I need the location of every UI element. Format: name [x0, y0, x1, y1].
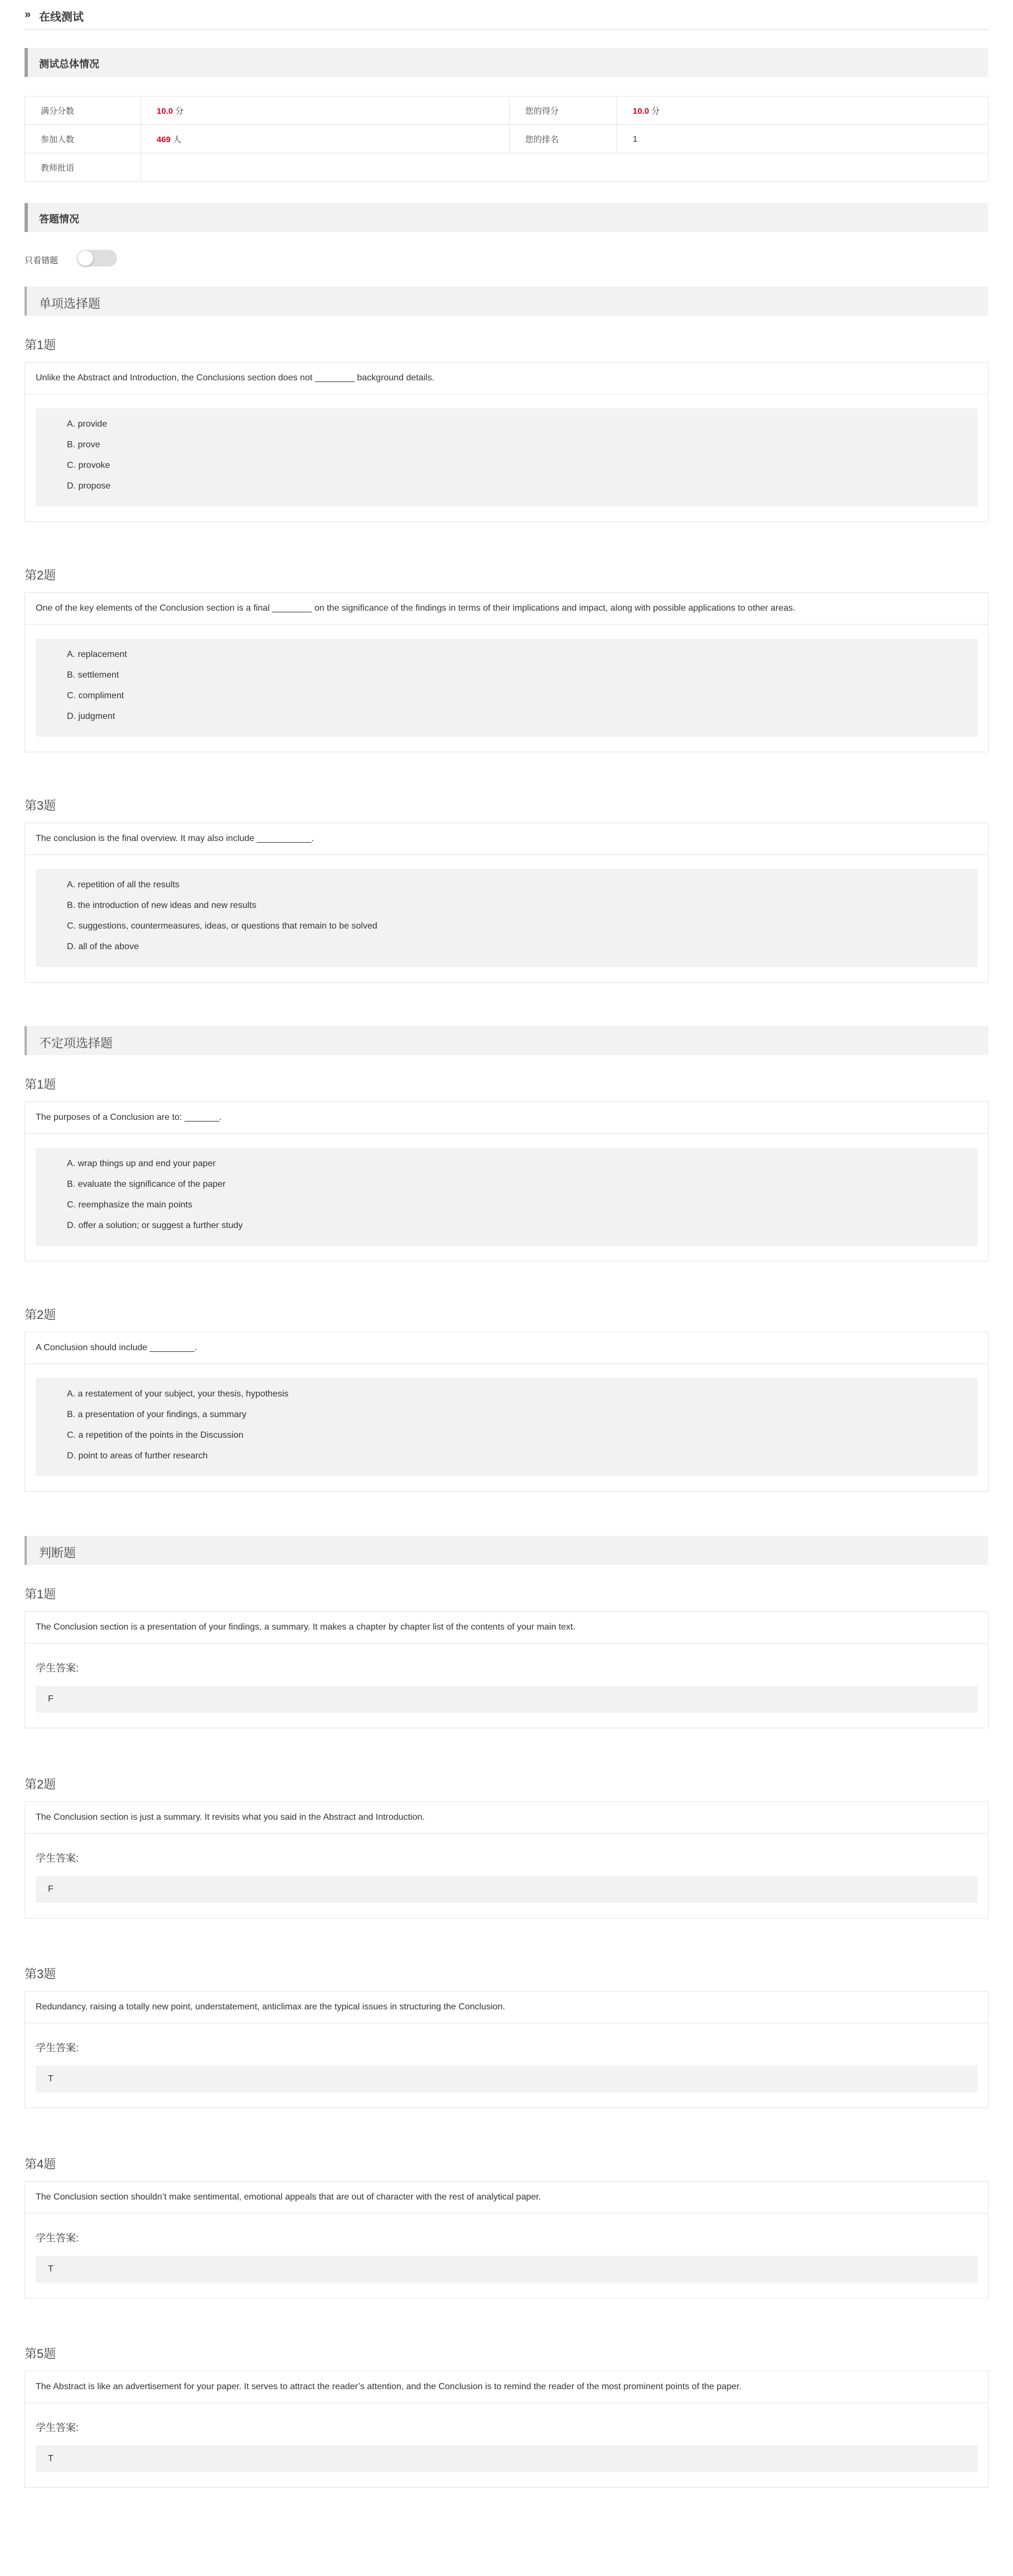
judge-q1 [25, 1586, 988, 1728]
options-list [36, 408, 977, 506]
student-answer-label: 学生答案: [36, 2042, 79, 2053]
question-card [25, 1991, 988, 2108]
judge-q5 [25, 2346, 988, 2488]
answers-section-header [25, 203, 988, 232]
summary-table [25, 96, 988, 182]
option-c: C. a repetition of the points in the Discussion [67, 1430, 244, 1440]
table-row [25, 96, 988, 125]
full-score-value: 10.0 分 [141, 96, 510, 125]
options-wrap [25, 1134, 988, 1261]
question-stem: The conclusion is the final overview. It may also include ___________. [25, 823, 988, 855]
option-a: A. a restatement of your subject, your thesis, hypothesis [67, 1389, 289, 1399]
options-wrap [25, 855, 988, 982]
question-number: 第4题 [25, 2157, 56, 2171]
option-a: A. repetition of all the results [67, 880, 180, 890]
question-card [25, 823, 988, 983]
question-stem: The Abstract is like an advertisement for your paper. It serves to attract the reader’s attention, and the Conclusion is to remind the reader of the most prominent points of the paper. [25, 2371, 988, 2403]
question-stem: The Conclusion section is just a summary. It revisits what you said in the Abstract and Introduction. [25, 1802, 988, 1834]
multiple-q1 [25, 1076, 988, 1262]
question-number: 第3题 [25, 799, 56, 813]
judge-title: 判断题 [39, 1546, 76, 1560]
multiple-q2 [25, 1307, 988, 1492]
question-card [25, 2371, 988, 2488]
table-row [25, 153, 988, 182]
answer-wrap [25, 1644, 988, 1728]
options-list [36, 1148, 977, 1246]
option-a: A. wrap things up and end your paper [67, 1159, 216, 1168]
judge-header [25, 1536, 988, 1565]
rank-label: 您的排名 [510, 125, 617, 153]
teacher-comment-value [141, 153, 988, 182]
question-number: 第3题 [25, 1967, 56, 1981]
option-d: D. propose [67, 481, 111, 491]
student-answer-box [36, 1876, 977, 1903]
question-stem: The purposes of a Conclusion are to: _______. [25, 1102, 988, 1134]
options-list [36, 639, 977, 737]
student-answer-box [36, 1686, 977, 1713]
student-answer-value: F [48, 1884, 54, 1894]
question-number: 第1题 [25, 1587, 56, 1601]
option-b: B. a presentation of your findings, a summary [67, 1410, 246, 1419]
question-number: 第2题 [25, 1308, 56, 1322]
student-answer-label: 学生答案: [36, 2422, 79, 2433]
answer-wrap [25, 1834, 988, 1918]
options-wrap [25, 394, 988, 521]
question-stem: One of the key elements of the Conclusion section is a final ________ on the significance of the findings in terms of their implications and impact, along with possible applications to other areas. [25, 593, 988, 625]
question-stem: The Conclusion section is a presentation of your findings, a summary. It makes a chapter by chapter list of the contents of your main text. [25, 1612, 988, 1644]
option-c: C. reemphasize the main points [67, 1200, 192, 1210]
multiple-choice-title: 不定项选择题 [39, 1036, 113, 1050]
option-b: B. the introduction of new ideas and new results [67, 901, 256, 910]
options-wrap [25, 625, 988, 752]
summary-section-header [25, 48, 988, 77]
question-number: 第5题 [25, 2347, 56, 2361]
your-score-value: 10.0 分 [617, 96, 988, 125]
your-score-label: 您的得分 [510, 96, 617, 125]
judge-q2 [25, 1776, 988, 1918]
toggle-knob [77, 250, 93, 266]
single-q1 [25, 337, 988, 522]
option-d: D. all of the above [67, 942, 139, 951]
options-list [36, 1378, 977, 1476]
answers-section-title: 答题情况 [39, 214, 79, 225]
option-d: D. offer a solution; or suggest a further study [67, 1221, 243, 1230]
single-choice-header [25, 287, 988, 316]
question-number: 第2题 [25, 1777, 56, 1791]
single-q3 [25, 798, 988, 983]
answer-wrap [25, 2023, 988, 2108]
question-stem: Unlike the Abstract and Introduction, the Conclusions section does not ________ background details. [25, 363, 988, 394]
question-number: 第2题 [25, 568, 56, 582]
single-choice-title: 单项选择题 [39, 297, 101, 311]
wrong-only-label: 只看错题 [25, 256, 59, 265]
page-header [25, 0, 988, 30]
question-stem: Redundancy, raising a totally new point, understatement, anticlimax are the typical issues in structuring the Conclusion. [25, 1992, 988, 2023]
question-number: 第1题 [25, 338, 56, 352]
question-stem: A Conclusion should include _________. [25, 1332, 988, 1364]
student-answer-value: T [48, 2264, 54, 2274]
full-score-label: 满分分数 [25, 96, 141, 125]
student-answer-label: 学生答案: [36, 1662, 79, 1674]
student-answer-label: 学生答案: [36, 1853, 79, 1864]
participants-value: 469 人 [141, 125, 510, 153]
question-card [25, 1332, 988, 1492]
student-answer-box [36, 2445, 977, 2472]
teacher-comment-label: 教师批语 [25, 153, 141, 182]
answer-wrap [25, 2213, 988, 2298]
judge-q4 [25, 2156, 988, 2298]
table-row [25, 125, 988, 153]
option-c: C. provoke [67, 461, 110, 470]
judge-q3 [25, 1966, 988, 2108]
student-answer-label: 学生答案: [36, 2232, 79, 2244]
multiple-choice-header [25, 1026, 988, 1055]
wrong-only-toggle[interactable] [77, 250, 117, 267]
page-title: 在线测试 [39, 11, 84, 23]
student-answer-value: T [48, 2074, 54, 2084]
participants-label: 参加人数 [25, 125, 141, 153]
option-c: C. compliment [67, 691, 124, 700]
wrong-only-toggle-row [25, 248, 988, 270]
student-answer-box [36, 2066, 977, 2092]
double-chevron-right-icon: » [25, 8, 31, 21]
question-card [25, 1611, 988, 1728]
option-b: B. prove [67, 440, 100, 450]
student-answer-box [36, 2256, 977, 2283]
option-b: B. settlement [67, 670, 119, 680]
summary-section-title: 测试总体情况 [39, 59, 99, 70]
question-card [25, 2181, 988, 2298]
question-card [25, 1801, 988, 1918]
option-d: D. point to areas of further research [67, 1451, 208, 1461]
question-card [25, 1101, 988, 1262]
question-number: 第1题 [25, 1077, 56, 1091]
single-q2 [25, 567, 988, 752]
answer-wrap [25, 2403, 988, 2487]
options-wrap [25, 1364, 988, 1491]
question-card [25, 592, 988, 752]
option-a: A. provide [67, 419, 108, 429]
option-b: B. evaluate the significance of the paper [67, 1180, 226, 1189]
question-card [25, 362, 988, 522]
option-d: D. judgment [67, 712, 115, 721]
student-answer-value: F [48, 1694, 54, 1704]
option-c: C. suggestions, countermeasures, ideas, or questions that remain to be solved [67, 921, 377, 931]
rank-value: 1 [617, 125, 988, 153]
question-stem: The Conclusion section shouldn’t make sentimental, emotional appeals that are out of character with the rest of analytical paper. [25, 2182, 988, 2213]
option-a: A. replacement [67, 650, 127, 659]
student-answer-value: T [48, 2454, 54, 2463]
summary-table-wrap [25, 96, 988, 182]
options-list [36, 869, 977, 967]
